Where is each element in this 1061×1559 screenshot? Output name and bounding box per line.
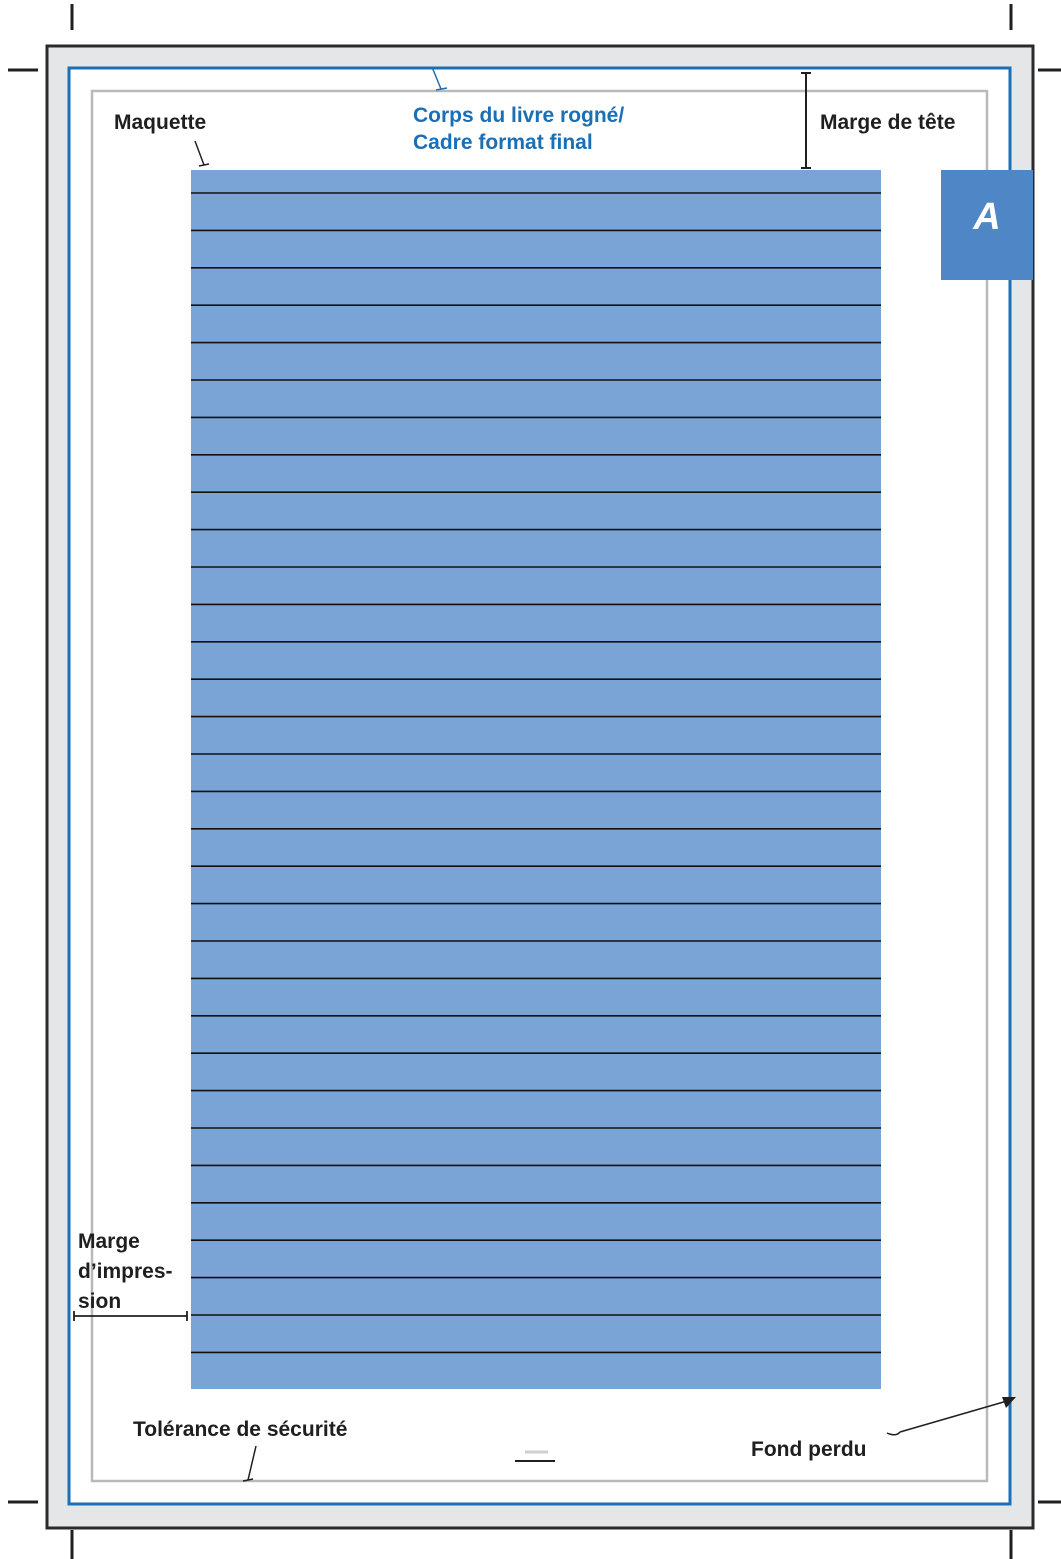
tab-letter: A <box>973 196 1001 238</box>
label-trim-line1: Corps du livre rogné/ <box>413 104 625 127</box>
label-print-margin-line3: sion <box>78 1290 122 1313</box>
label-bleed: Fond perdu <box>751 1438 867 1461</box>
label-trim-line2: Cadre format final <box>413 131 593 154</box>
label-maquette: Maquette <box>114 111 207 134</box>
label-tolerance: Tolérance de sécurité <box>133 1418 348 1441</box>
text-block <box>191 170 881 1389</box>
label-head-margin: Marge de tête <box>820 111 956 134</box>
label-print-margin-line2: d’impres- <box>78 1260 173 1283</box>
label-print-margin-line1: Marge <box>78 1230 140 1253</box>
